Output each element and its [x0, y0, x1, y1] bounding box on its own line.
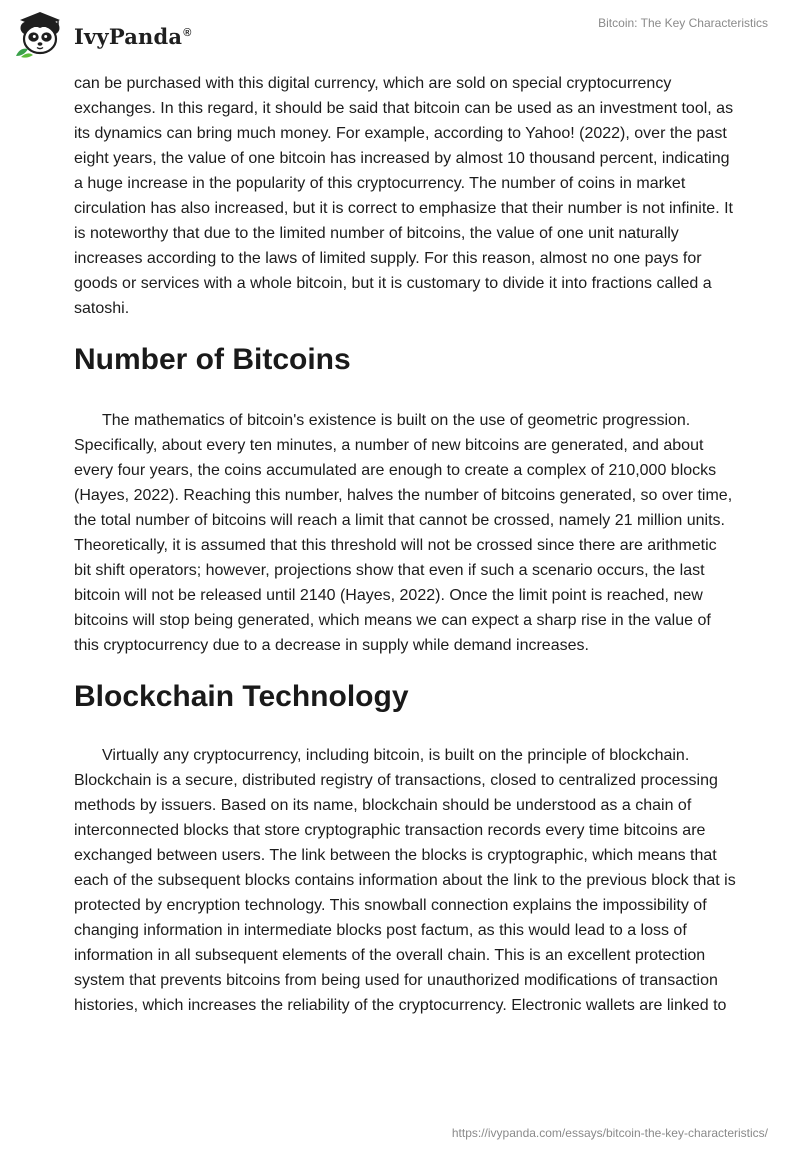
paragraph-blockchain-technology: Virtually any cryptocurrency, including bitcoin, is built on the principle of blockchain. Blockchain is a secure, distributed registry of transactions, closed to centralized processing methods by issuers. Based on its name, blockchain should be understood as a chain of interconnected blocks that store cryptographic transaction records every time bitcoins are exchanged between users. The link between the blocks is cryptographic, which means that each of the subsequent blocks contains information about the link to the previous block that is protected by encryption technology. This snowball connection explains the impossibility of changing information in intermediate blocks post factum, as this would lead to a loss of information in all subsequent elements of the overall chain. This is an excellent protection system that prevents bitcoins from being used for unauthorized modifications of transaction histories, which increases the reliability of the cryptocurrency. Electronic wallets are linked to	[74, 747, 736, 1014]
essay-content	[74, 71, 736, 1018]
heading-number-of-bitcoins: Number of Bitcoins	[74, 343, 351, 376]
document-title: Bitcoin: The Key Characteristics	[598, 16, 768, 30]
logo-wordmark: IvyPanda®	[74, 23, 192, 49]
panda-graduate-icon	[14, 9, 66, 59]
paragraph-number-of-bitcoins: The mathematics of bitcoin's existence is built on the use of geometric progression. Specifically, about every ten minutes, a number of new bitcoins are generated, and about every four years, the coins accumulated are enough to create a complex of 210,000 blocks (Hayes, 2022). Reaching this number, halves the number of bitcoins generated, so over time, the total number of bitcoins will reach a limit that cannot be crossed, namely 21 million units. Theoretically, it is assumed that this threshold will not be crossed since there are arithmetic bit shift operators; however, projections show that even if such a scenario occurs, the last bitcoin will not be released until 2140 (Hayes, 2022). Once the limit point is reached, new bitcoins will stop being generated, which means we can expect a sharp rise in the value of this cryptocurrency due to a decrease in supply while demand increases.	[74, 412, 733, 654]
page-header	[0, 0, 800, 70]
heading-blockchain-technology: Blockchain Technology	[74, 680, 409, 713]
source-url-link[interactable]: https://ivypanda.com/essays/bitcoin-the-key-characteristics/	[451, 1126, 768, 1140]
paragraph-intro-continued: can be purchased with this digital currency, which are sold on special cryptocurrency exchanges. In this regard, it should be said that bitcoin can be used as an investment tool, as its dynamics can bring much money. For example, according to Yahoo! (2022), over the past eight years, the value of one bitcoin has increased by almost 10 thousand percent, indicating a huge increase in the popularity of this cryptocurrency. The number of coins in market circulation has also increased, but it is correct to emphasize that their number is not infinite. It is noteworthy that due to the limited number of bitcoins, the value of one unit naturally increases according to the laws of limited supply. For this reason, almost no one pays for goods or services with a whole bitcoin, but it is customary to divide it into fractions called a satoshi.	[74, 75, 734, 317]
ivypanda-logo[interactable]	[14, 9, 192, 59]
